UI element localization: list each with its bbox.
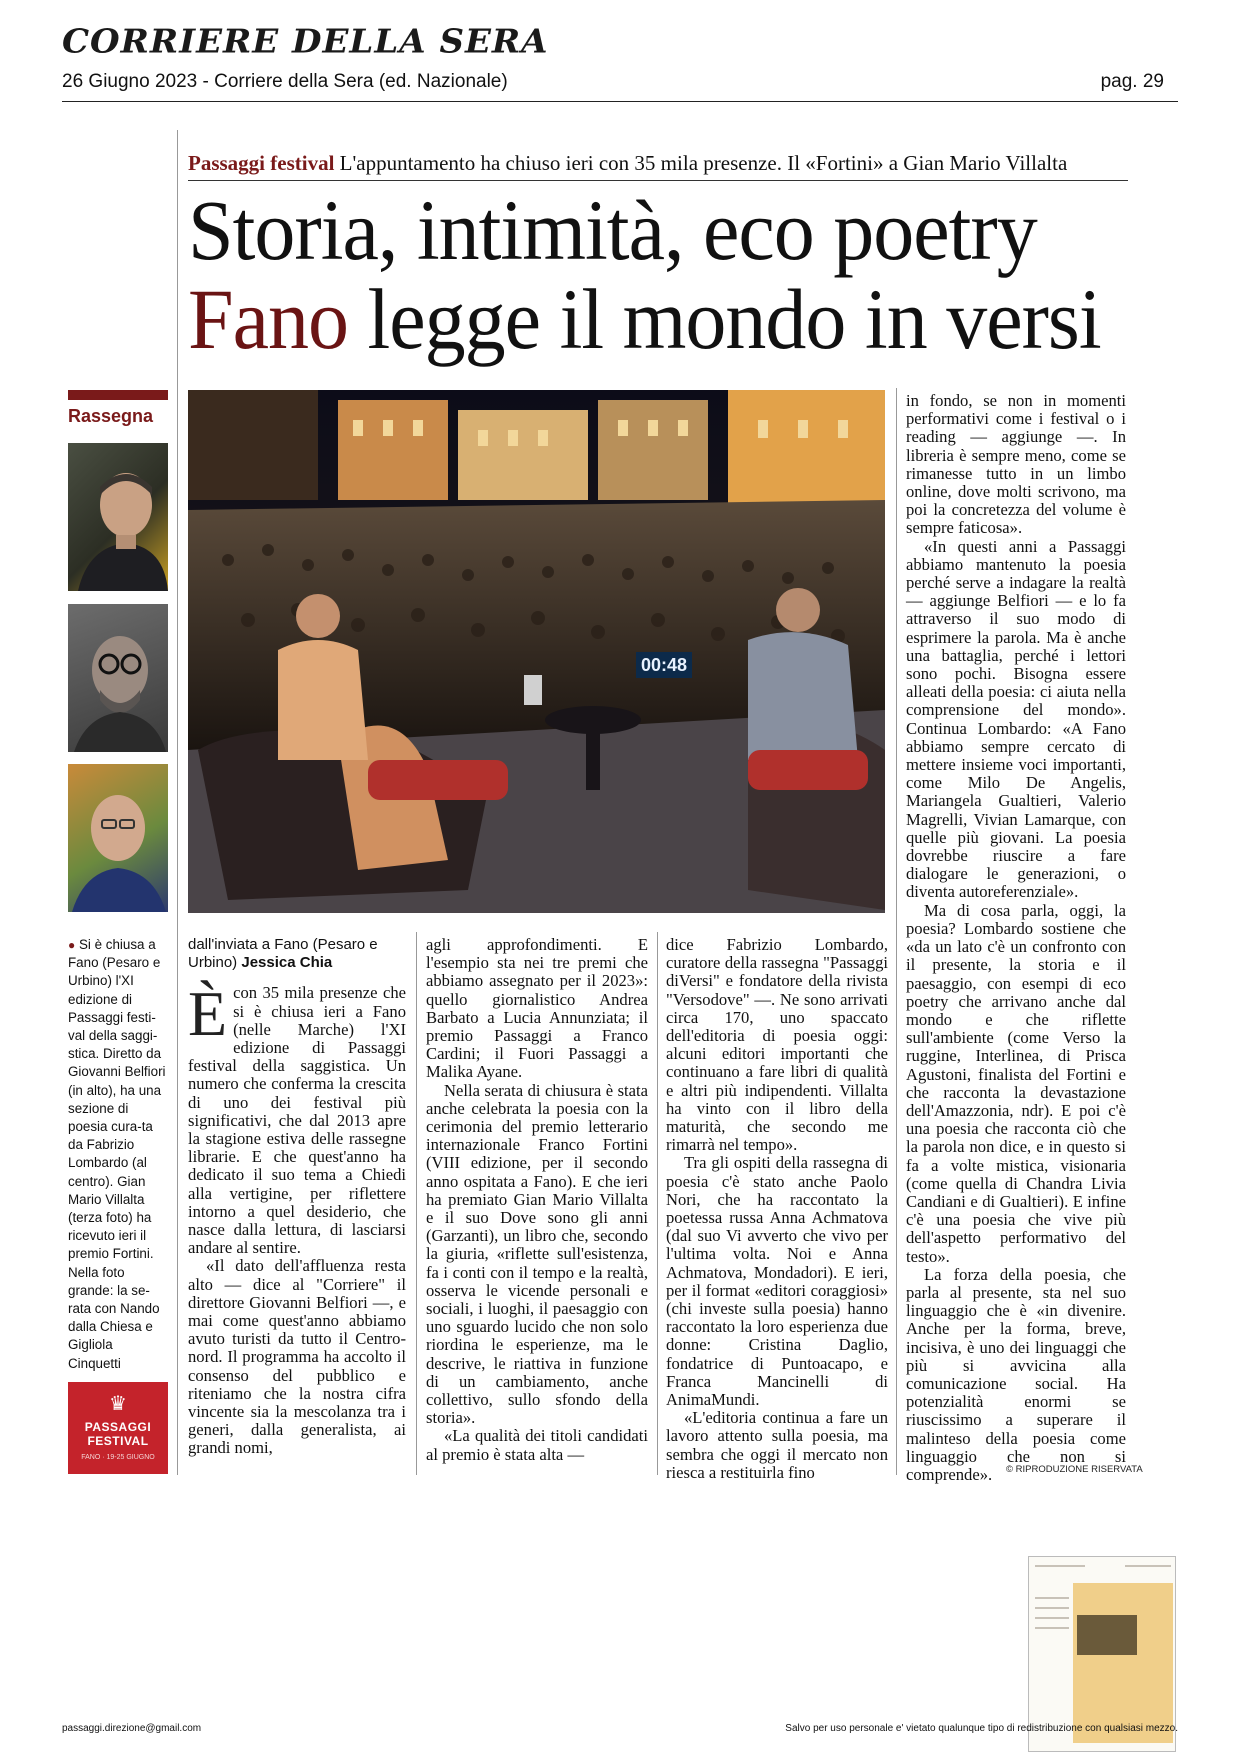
headline-line1: Storia, intimità, eco poetry (188, 182, 1037, 278)
article-column-3 (666, 936, 888, 1482)
bullet-icon: ● (68, 938, 76, 952)
logo-line2: FESTIVAL (87, 1434, 149, 1448)
masthead: CORRIERE DELLA SERA (62, 23, 549, 61)
portrait-belfiori-drawing (68, 443, 168, 591)
headline-line2: legge il mondo in versi (348, 272, 1101, 367)
column-rule (896, 388, 897, 1475)
drop-cap: È (188, 978, 228, 1050)
kicker-label: Passaggi festival (188, 151, 335, 175)
footer-email: passaggi.direzione@gmail.com (62, 1723, 202, 1734)
kicker (188, 150, 1128, 181)
article-column-1 (188, 936, 406, 1458)
passaggi-festival-logo (68, 1382, 168, 1474)
kicker-text: L'appuntamento ha chiuso ieri con 35 mila presenze. Il «Fortini» a Gian Mario Villalta (339, 151, 1068, 175)
footer-notice: Salvo per uso personale e' vietato qualunque tipo di redistribuzione con qualsiasi mezzo. (785, 1723, 1178, 1734)
section-label: Rassegna (68, 406, 154, 426)
thumbnail-line (1125, 1565, 1171, 1567)
column-rule (416, 932, 417, 1475)
portrait-lombardo (68, 604, 168, 752)
paragraph: dice Fabrizio Lombardo, curatore della rassegna "Passaggi diVersi" e fondatore della rivista "Versodove" —. Ne sono arrivati circa 170, uno spaccato dell'editoria di poesia oggi: alcuni editori importanti che continuano a fare libri di qualità e altri più indipendenti. Villalta ha vinto con il libro della maturità, che secondo me rimarrà nel tempo». (666, 935, 888, 1155)
byline-prefix: dall'inviata a Fano (Pesaro e Urbino) (188, 936, 378, 972)
paragraph: agli approfondimenti. E l'esempio sta nei tre premi che abbiamo assegnato per il 2023»: quello giornalistico Andrea Barbato a Lucia Annunziata; il premio Passaggi a Franco Cardini; il Fuori Passaggi a Malika Ayane. (426, 935, 648, 1082)
header-rule (62, 101, 1178, 102)
paragraph: La forza della poesia, che parla al presente, sta nel suo linguaggio che è «in divenire. Anche per la forma, breve, incisiva, è uno dei linguaggi che più si avvicina alla comunicazione social. Ha potenzialità enormi se riuscissimo a superare il malinteso della poesia come linguaggio che non si comprende». (906, 1264, 1126, 1484)
page-number: pag. 29 (1100, 71, 1164, 92)
main-photo-drawing (188, 390, 885, 913)
thumbnail-line (1035, 1565, 1085, 1567)
byline-author: Jessica Chia (241, 954, 333, 972)
paragraph: «Il dato dell'affluenza resta alto — dice al "Corriere" il direttore Giovanni Belfiori —, e mai come quest'anno abbiamo avuto turisti da tutto il Centro-nord. Il programma ha accolto il consenso del pubblico e riteniamo che la nostra cifra vincente sia la mescolanza tra i generi, dalla generalista, ai grandi nomi, (188, 1256, 406, 1458)
article-column-2 (426, 936, 648, 1464)
portrait-villalta-drawing (68, 764, 168, 912)
headline-accent: Fano (188, 272, 348, 367)
thumbnail-line (1035, 1617, 1069, 1619)
section-bar (68, 390, 168, 400)
date-line: 26 Giugno 2023 - Corriere della Sera (ed. Nazionale) (62, 71, 508, 92)
logo-sub: FANO · 19-25 GIUGNO (81, 1454, 155, 1461)
paragraph: con 35 mila presenze che si è chiusa ieri a Fano (nelle Marche) l'XI edizione di Passaggi festival della saggistica. Un numero che conferma la crescita di uno dei festival più significativi, che dal 2013 apre la stagione estiva delle rassegne librarie. E che quest'anno ha dedicato il suo tema a Chiedi alla vertigine, per riflettere intorno a quel desiderio, che nasce dalla lettura, di lasciarsi andare al sentire. (188, 983, 406, 1258)
portrait-villalta (68, 764, 168, 912)
photo-caption (68, 936, 168, 1373)
byline (188, 936, 406, 972)
paragraph: «La qualità dei titoli candidati al premio è stata alta — (426, 1426, 648, 1464)
thumbnail-article (1073, 1583, 1173, 1743)
photo-caption-text: Si è chiusa a Fano (Pesaro e Urbino) l'XI edizione di Passaggi festi-val della saggi-stica. Diretto da Giovanni Belfiori (in alto), ha una sezione di poesia cura-ta da Fabrizio Lombardo (al centro). Gian Mario Villalta (terza foto) ha ricevuto ieri il premio Fortini. Nella foto grande: la se-rata con Nando dalla Chiesa e Gigliola Cinquetti (68, 937, 166, 1371)
thumbnail-photo (1077, 1615, 1137, 1655)
paragraph: «L'editoria continua a fare un lavoro attento sulla poesia, ma sembra che oggi il mercato non riesca a restituirla fino (666, 1408, 888, 1482)
thumbnail-line (1035, 1597, 1069, 1599)
copyright-notice: © RIPRODUZIONE RISERVATA (1006, 1464, 1143, 1475)
crown-icon: ♛ (109, 1393, 127, 1415)
portrait-belfiori (68, 443, 168, 591)
column-rule (657, 932, 658, 1475)
column-rule (177, 130, 178, 1475)
paragraph: in fondo, se non in momenti performativi come i festival o i reading — aggiunge —. In libreria è sempre meno, come se rimanesse tutto in un limbo online, dove molti scrivono, ma poi la concretezza del volume è sempre faticosa». (906, 391, 1126, 538)
logo-line1: PASSAGGI (84, 1420, 152, 1434)
paragraph: Tra gli ospiti della rassegna di poesia c'è stato anche Paolo Nori, che ha raccontato la poetessa russa Anna Achmatova (dal suo Vi avverto che vivo per l'ultima volta. Noi e Anna Achmatova, Mondadori). E ieri, per il format «editori coraggiosi» (chi investe sulla poesia) hanno raccontato la loro esperienza due donne: Cristina Daglio, fondatrice di Puntoacapo, e Franca Mancinelli di AnimaMundi. (666, 1153, 888, 1410)
main-photo (188, 390, 885, 913)
headline (188, 182, 1133, 367)
stage-timer: 00:48 (636, 652, 692, 678)
paragraph: Ma di cosa parla, oggi, la poesia? Lombardo sostiene che «da un lato c'è un confronto con il presente, la storia e il paesaggio, con esempi di eco poetry che arrivano anche dal mondo e che riflette sull'ambiente (come Verso la ruggine, Interlinea, di Prisca Agustoni, finalista del Fortini e che racconta la devastazione dell'Amazzonia, ndr). E poi c'è una poesia che racconta ciò che la parola non dice, e in questo si fa a volte mistica, visionaria (come quella di Chandra Livia Candiani e di Gualtieri). E infine c'è una poesia che vive più dell'aspetto performativo del testo». (906, 900, 1126, 1266)
article-column-4 (906, 392, 1126, 1484)
thumbnail-line (1035, 1607, 1069, 1609)
paragraph: Nella serata di chiusura è stata anche celebrata la poesia con la cerimonia del premio letterario internazionale Franco Fortini (VIII edizione, per il secondo anno ospitata a Fano). E che ieri ha premiato Gian Mario Villalta e il suo Dove sono gli anni (Garzanti), un libro che, secondo la giuria, «riflette sull'esistenza, fa i conti con il tempo e la realtà, osserva le vicende personali e sociali, i luoghi, il paesaggio con uno sguardo lucido che non solo riordina le esperienze, ma le descrive, le riattiva in funzione di un cambiamento, anche collettivo, sullo sfondo della storia». (426, 1080, 648, 1428)
portrait-lombardo-drawing (68, 604, 168, 752)
thumbnail-line (1035, 1627, 1069, 1629)
paragraph: «In questi anni a Passaggi abbiamo mantenuto la poesia perché serve a indagare la realtà — aggiunge Belfiori — e lo fa attraverso il suo modo di esprimere la parola. Ma è anche una battaglia, perché i lettori sono pochi. Bisogna essere alleati della poesia: ci aiuta nella comprensione del mondo». Continua Lombardo: «A Fano abbiamo sempre cercato di mettere insieme voci importanti, come Milo De Angelis, Mariangela Gualtieri, Valerio Magrelli, Vivian Lamarque, con quelle più giovani. La poesia dovrebbe riuscire a fare dialogare le generazioni, o diventa autoreferenziale». (906, 536, 1126, 902)
